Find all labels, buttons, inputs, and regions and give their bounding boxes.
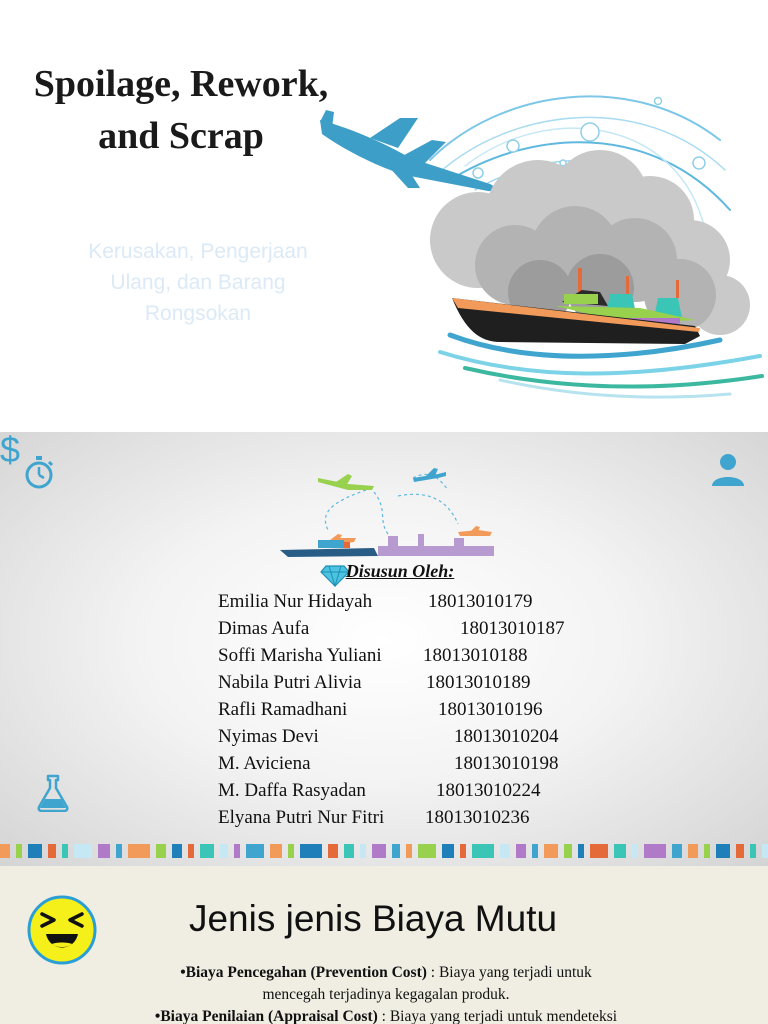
strip-segment [392, 844, 400, 858]
strip-segment [564, 844, 572, 858]
author-name: Dimas Aufa [218, 618, 310, 639]
cost-term: Biaya Penilaian (Appraisal Cost) [160, 1008, 378, 1024]
strip-segment [736, 844, 744, 858]
subtitle-line-1: Kerusakan, Pengerjaan [88, 240, 308, 263]
strip-segment [406, 844, 412, 858]
author-name: Nyimas Devi [218, 726, 319, 747]
author-id: 18013010189 [426, 672, 531, 693]
dollar-icon: $ [0, 432, 21, 470]
cost-description: : Biaya yang terjadi untuk [426, 964, 592, 981]
strip-segment [372, 844, 386, 858]
author-id: 18013010236 [425, 807, 530, 828]
strip-segment [632, 844, 638, 858]
strip-segment [472, 844, 494, 858]
list-item [108, 962, 664, 984]
strip-segment [500, 844, 510, 858]
author-id: 18013010188 [423, 645, 528, 666]
strip-segment [48, 844, 56, 858]
strip-segment [544, 844, 558, 858]
strip-segment [672, 844, 682, 858]
author-id: 18013010204 [454, 726, 559, 747]
author-id: 18013010224 [436, 780, 541, 801]
author-name: Nabila Putri Alivia [218, 672, 362, 693]
cost-term: Biaya Pencegahan (Prevention Cost) [185, 964, 427, 981]
strip-segment [0, 844, 10, 858]
list-item [218, 723, 638, 750]
list-item [108, 1006, 664, 1024]
author-id: 18013010196 [438, 699, 543, 720]
strip-segment [74, 844, 92, 858]
quality-cost-slide [0, 866, 768, 1024]
strip-segment [188, 844, 194, 858]
strip-segment [116, 844, 122, 858]
strip-segment [246, 844, 264, 858]
list-item [218, 696, 638, 723]
strip-segment [62, 844, 68, 858]
strip-segment [762, 844, 768, 858]
authors-slide [0, 432, 768, 866]
author-id: 18013010187 [460, 618, 565, 639]
list-item [218, 615, 638, 642]
strip-segment [704, 844, 710, 858]
prepared-by-heading: Disusun Oleh: [345, 561, 455, 581]
list-item [218, 804, 638, 831]
strip-segment [234, 844, 240, 858]
strip-segment [16, 844, 22, 858]
logistics-illustration [300, 80, 768, 410]
author-name: Elyana Putri Nur Fitri [218, 807, 385, 828]
strip-segment [270, 844, 282, 858]
strip-segment [220, 844, 228, 858]
author-name: Soffi Marisha Yuliani [218, 645, 382, 666]
subtitle-line-3: Rongsokan [144, 302, 252, 325]
title-line-2: and Scrap [98, 115, 264, 157]
author-name: Emilia Nur Hidayah [218, 591, 373, 612]
strip-segment [418, 844, 436, 858]
author-id: 18013010198 [454, 753, 559, 774]
strip-segment [172, 844, 182, 858]
list-item [218, 588, 638, 615]
slide-title: Jenis jenis Biaya Mutu [188, 898, 558, 939]
strip-segment [344, 844, 354, 858]
strip-segment [516, 844, 526, 858]
strip-segment [460, 844, 466, 858]
author-name: Rafli Ramadhani [218, 699, 348, 720]
strip-segment [578, 844, 584, 858]
cost-description: : Biaya yang terjadi untuk mendeteksi [377, 1008, 618, 1024]
bullet: • [154, 1008, 161, 1024]
strip-segment [98, 844, 110, 858]
strip-segment [28, 844, 42, 858]
strip-segment [360, 844, 366, 858]
cost-list [108, 962, 664, 1024]
strip-segment [442, 844, 454, 858]
author-list [218, 588, 638, 831]
logistics-illustration-small [278, 450, 500, 558]
list-item [218, 642, 638, 669]
strip-segment [750, 844, 756, 858]
strip-segment [644, 844, 666, 858]
strip-segment [590, 844, 608, 858]
strip-segment [200, 844, 214, 858]
subtitle-line-2: Ulang, dan Barang [110, 271, 286, 294]
title-line-1: Spoilage, Rework, [33, 63, 329, 105]
title-slide [0, 0, 768, 432]
color-strip-decoration [0, 844, 768, 858]
strip-segment [328, 844, 338, 858]
strip-segment [716, 844, 730, 858]
flask-icon [36, 774, 70, 812]
person-icon [710, 452, 746, 488]
strip-segment [288, 844, 294, 858]
stopwatch-icon [22, 454, 56, 490]
airplane-icon [320, 110, 494, 191]
author-name: M. Aviciena [218, 753, 311, 774]
strip-segment [688, 844, 698, 858]
strip-segment [614, 844, 626, 858]
strip-segment [156, 844, 166, 858]
cost-description: mencegah terjadinya kegagalan produk. [262, 986, 510, 1003]
strip-segment [128, 844, 150, 858]
list-item-continued [108, 984, 664, 1006]
bullet: • [180, 964, 186, 981]
strip-segment [532, 844, 538, 858]
author-name: M. Daffa Rasyadan [218, 780, 366, 801]
author-id: 18013010179 [428, 591, 533, 612]
list-item [218, 750, 638, 777]
smiley-icon [26, 894, 98, 966]
list-item [218, 777, 638, 804]
list-item [218, 669, 638, 696]
strip-segment [300, 844, 322, 858]
